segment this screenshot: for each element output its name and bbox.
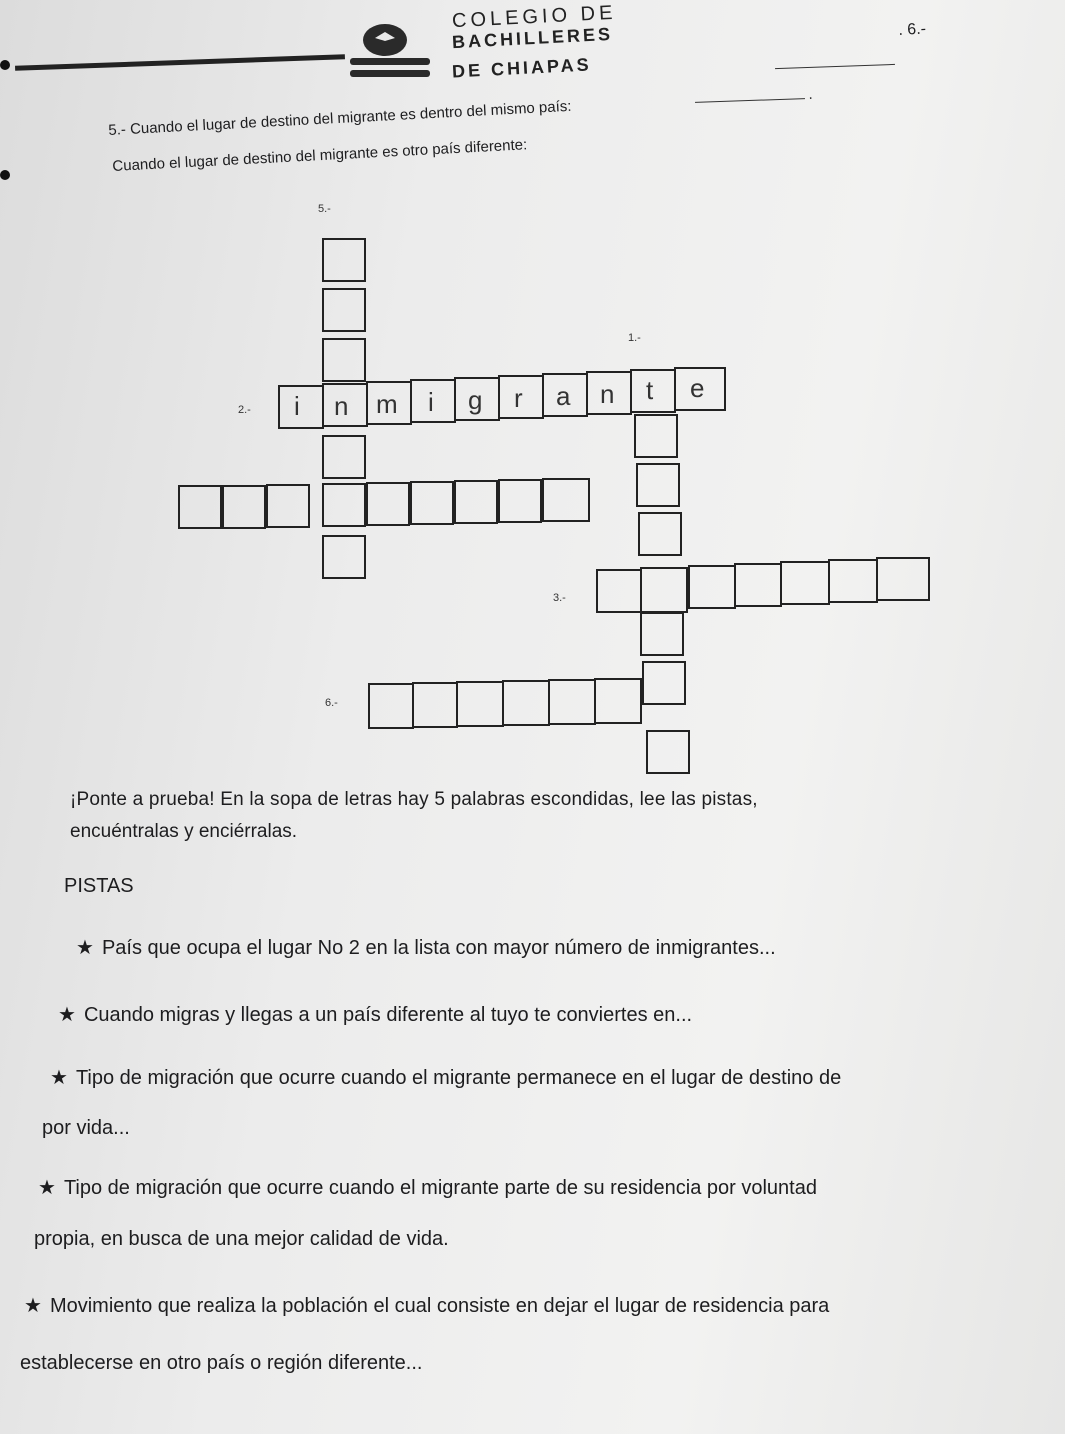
star-icon: ★ [24,1295,42,1317]
question-5-end: . [808,85,814,103]
crossword-cell[interactable] [322,238,366,282]
crossword-cell[interactable] [454,377,500,421]
star-icon: ★ [38,1177,56,1199]
clue-number-5: 5.- [318,203,331,215]
crossword-cell[interactable] [640,567,688,613]
crossword-cell[interactable] [278,385,324,429]
clue-5-cont: establecerse en otro país o región diferente... [20,1352,423,1374]
star-icon: ★ [58,1004,76,1026]
clue-number-6: 6.- [325,697,338,709]
crossword-cell[interactable] [322,338,366,382]
question-5b: Cuando el lugar de destino del migrante es otro país diferente: [112,136,528,175]
clue-4-text: Tipo de migración que ocurre cuando el migrante parte de su residencia por voluntad [63,1177,817,1199]
clue-2-text: Cuando migras y llegas a un país diferente al tuyo te conviertes en... [83,1004,693,1026]
clue-5 [24,1293,829,1318]
clue-2 [58,1002,692,1027]
crossword-cell[interactable] [498,375,544,419]
crossword-cell[interactable] [828,559,878,603]
crossword-cell[interactable] [548,679,596,725]
margin-dot [0,170,10,180]
crossword-cell[interactable] [638,512,682,556]
handwritten-letter: e [690,373,705,403]
crossword-cell[interactable] [412,682,458,728]
clue-number-1: 1.- [628,332,641,344]
crossword-cell[interactable] [368,683,414,729]
crossword-cell[interactable] [596,569,642,613]
handwritten-letter: i [428,387,434,417]
question-6-label: . 6.- [898,20,927,39]
crossword-cell[interactable] [410,481,454,525]
crossword-cell[interactable] [322,435,366,479]
crossword-cell[interactable] [674,367,726,411]
handwritten-letter: m [376,389,398,419]
clue-3 [50,1065,841,1090]
crossword-cell[interactable] [542,373,588,417]
crossword-cell[interactable] [630,369,676,413]
school-name-line1: COLEGIO DE [451,1,617,33]
crossword-cell[interactable] [410,379,456,423]
crossword-cell[interactable] [366,381,412,425]
handwritten-letter: r [514,383,523,413]
handwritten-letter: n [600,379,615,409]
handwritten-letter: g [468,385,483,415]
crossword-cell[interactable] [646,730,690,774]
header-rule [15,54,345,71]
handwritten-letter: n [334,391,349,421]
crossword-cell[interactable] [542,478,590,522]
answer-line-q5 [695,98,805,103]
clue-4 [38,1175,817,1200]
clue-4-cont: propia, en busca de una mejor calidad de vida. [34,1228,449,1250]
crossword-cell[interactable] [222,485,266,529]
clue-1-text: País que ocupa el lugar No 2 en la lista con mayor número de inmigrantes... [101,937,776,959]
question-5: 5.- Cuando el lugar de destino del migrante es dentro del mismo país: [108,97,572,139]
crossword-cell[interactable] [642,661,686,705]
handwritten-letter: t [646,375,654,405]
crossword-cell[interactable] [502,680,550,726]
pistas-title: PISTAS [64,875,134,897]
crossword-cell[interactable] [734,563,782,607]
crossword-cell[interactable] [178,485,222,529]
handwritten-letter: a [556,381,571,411]
clue-3-cont: por vida... [42,1117,130,1139]
crossword-cell[interactable] [322,483,366,527]
crossword-cell[interactable] [640,612,684,656]
crossword-cell[interactable] [688,565,736,609]
crossword-cell[interactable] [266,484,310,528]
crossword-cell[interactable] [322,288,366,332]
clue-number-3: 3.- [553,592,566,604]
star-icon: ★ [76,937,94,959]
instructions-line2: encuéntralas y enciérralas. [70,821,298,842]
crossword-cell[interactable] [634,414,678,458]
crossword-cell[interactable] [636,463,680,507]
clue-number-2: 2.- [238,404,251,416]
margin-dot [0,60,10,70]
school-logo-icon [345,20,445,80]
crossword-cell[interactable] [322,535,366,579]
crossword-cell[interactable] [454,480,498,524]
handwritten-letter: i [294,391,300,421]
crossword-cell[interactable] [780,561,830,605]
clue-1 [76,935,776,960]
crossword-cell[interactable] [366,482,410,526]
crossword-cell[interactable] [498,479,542,523]
instructions-line1: ¡Ponte a prueba! En la sopa de letras hay 5 palabras escondidas, lee las pistas, [70,789,758,810]
star-icon: ★ [50,1067,68,1089]
clue-3-text: Tipo de migración que ocurre cuando el migrante permanece en el lugar de destino de [75,1067,842,1089]
answer-line-q6 [775,64,895,69]
school-name-line2: BACHILLERES [451,23,614,53]
crossword-cell[interactable] [322,383,368,427]
crossword-cell[interactable] [876,557,930,601]
school-name-line3: DE CHIAPAS [451,54,593,82]
crossword-cell[interactable] [586,371,632,415]
clue-5-text: Movimiento que realiza la población el cual consiste en dejar el lugar de residencia para [49,1295,830,1317]
crossword-cell[interactable] [456,681,504,727]
crossword-cell[interactable] [594,678,642,724]
